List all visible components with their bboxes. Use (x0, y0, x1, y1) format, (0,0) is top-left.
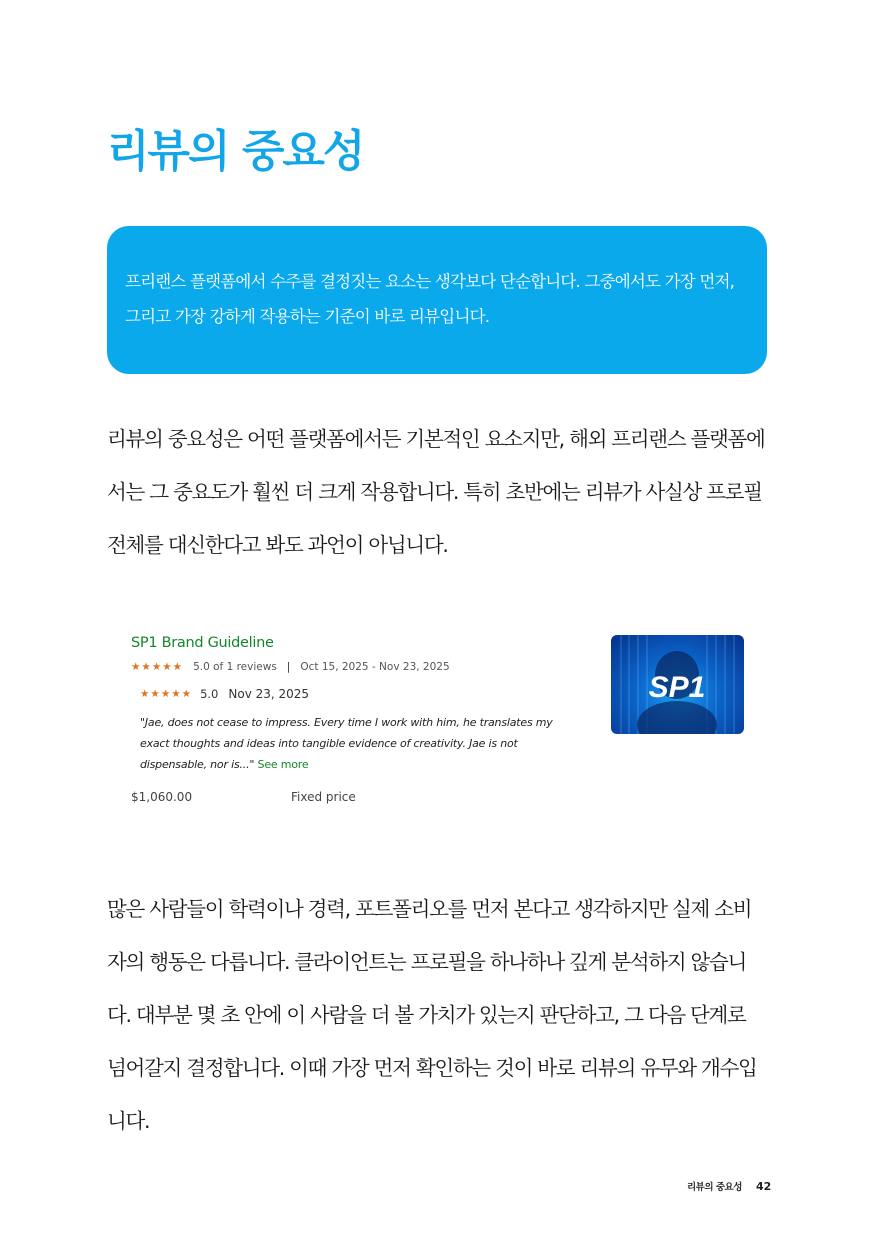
price: $1,060.00 (131, 790, 193, 804)
review-card (131, 632, 751, 812)
review-date: Nov 23, 2025 (228, 687, 310, 701)
date-range: Oct 15, 2025 - Nov 23, 2025 (300, 661, 450, 673)
footer-section-label: 리뷰의 중요성 (687, 1182, 742, 1193)
page-title: 리뷰의 중요성 (107, 126, 364, 177)
callout-box (107, 226, 767, 374)
thumbnail-art (611, 635, 744, 734)
review-summary: 5.0 of 1 reviews (193, 661, 277, 673)
thumbnail-logo-text: SP1 (648, 671, 706, 704)
body-paragraph-1: 리뷰의 중요성은 어떤 플랫폼에서든 기본적인 요소지만, 해외 프리랜스 플랫폼에서는 그 중요도가 훨씬 더 크게 작용합니다. 특히 초반에는 리뷰가 사실상 프로필 전체를 대신한다고 봐도 과언이 아닙니다. (107, 427, 765, 557)
review-quote (140, 712, 570, 775)
page-number: 42 (756, 1180, 772, 1193)
review-star-icon: ★★★★★ (140, 688, 193, 700)
see-more-link[interactable]: See more (257, 758, 309, 771)
job-title: SP1 Brand Guideline (131, 635, 274, 651)
review-score: 5.0 (200, 687, 219, 701)
body-paragraph-2: 많은 사람들이 학력이나 경력, 포트폴리오를 먼저 본다고 생각하지만 실제 소비자의 행동은 다릅니다. 클라이언트는 프로필을 하나하나 깊게 분석하지 않습니다. 대부분 몇 초 안에 이 사람을 더 볼 가치가 있는지 판단하고, 그 다음 단계로 넘어갈지 결정합니다. 이때 가장 먼저 확인하는 것이 바로 리뷰의 유무와 개수입니다. (107, 897, 757, 1133)
separator: | (286, 661, 291, 673)
review-quote-text: "Jae, does not cease to impress. Every time I work with him, he translates my exact thoughts and ideas into tangible evidence of creativity. Jae is not dispensable, nor is..." (140, 716, 553, 771)
price-type: Fixed price (291, 790, 356, 804)
callout-text: 프리랜스 플랫폼에서 수주를 결정짓는 요소는 생각보다 단순합니다. 그중에서도 가장 먼저, 그리고 가장 강하게 작용하는 기준이 바로 리뷰입니다. (125, 272, 735, 326)
project-thumbnail[interactable] (611, 635, 744, 734)
review-header (140, 686, 309, 702)
star-rating-icon: ★★★★★ (131, 661, 184, 673)
rating-summary (131, 659, 450, 675)
